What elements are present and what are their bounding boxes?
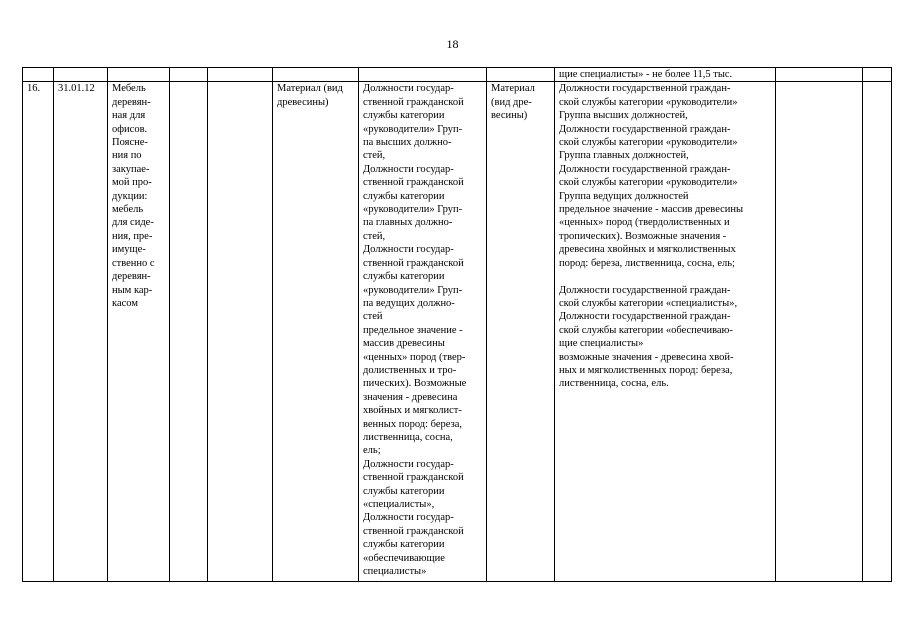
requirements-table [22,67,892,582]
empty-cell [776,82,863,582]
table-cell [208,68,273,82]
table-cell [54,68,108,82]
required-value-cell: Должности государ- ственной гражданской службы категории «руководители» Груп- па высших должно- стей, Должности государ- ственной гражданской службы категории «руководители» Груп- па главных должно- стей, Должности государ- ственной гражданской службы категории «руководители» Груп- па ведущих должно- стей предельное значение - массив древесины «ценных» пород (твер- долиственных и тро- пических). Возможные значения - древесина хвойных и мягколист- венных пород: береза, лиственница, сосна, ель; Должности государ- ственной гражданской службы категории «специалисты», Должности государ- ственной гражданской службы категории «обеспечивающие специалисты» [359,82,487,582]
table-cell [863,68,892,82]
characteristic-cell: Материал (вид древесины) [273,82,359,582]
continuation-value-cell: щие специалисты» - не более 11,5 тыс. [555,68,776,82]
row-number-cell: 16. [23,82,54,582]
page-number: 18 [446,37,459,51]
table-row [23,82,892,582]
table-cell [776,68,863,82]
characteristic-cell-2: Материал (вид дре- весины) [487,82,555,582]
table-cell [23,68,54,82]
empty-cell [170,82,208,582]
table-cell [273,68,359,82]
table-cell [170,68,208,82]
empty-cell [208,82,273,582]
table-cell [108,68,170,82]
table-row-continuation [23,68,892,82]
table-cell [487,68,555,82]
empty-cell [863,82,892,582]
product-name-cell: Мебель деревян- ная для офисов. Поясне- ния по закупае- мой про- дукции: мебель для сиде- ния, пре- имуще- ственно с деревян- ным кар- касом [108,82,170,582]
table-cell [359,68,487,82]
code-cell: 31.01.12 [54,82,108,582]
value-cell-2: Должности государственной граждан- ской службы категории «руководители» Группа высших должностей, Должности государственной граждан- ской службы категории «руководители» Группа главных должностей, Должности государственной граждан- ской службы категории «руководители» Группа ведущих должностей предельное значение - массив древесины «ценных» пород (твердолиственных и тропических). Возможные значения - древесина хвойных и мягколиственных пород: береза, лиственница, сосна, ель; Должности государственной граждан- ской службы категории «специалисты», Должности государственной граждан- ской службы категории «обеспечиваю- щие специалисты» возможные значения - древесина хвой- ных и мягколиственных пород: береза, лиственница, сосна, ель. [555,82,776,582]
